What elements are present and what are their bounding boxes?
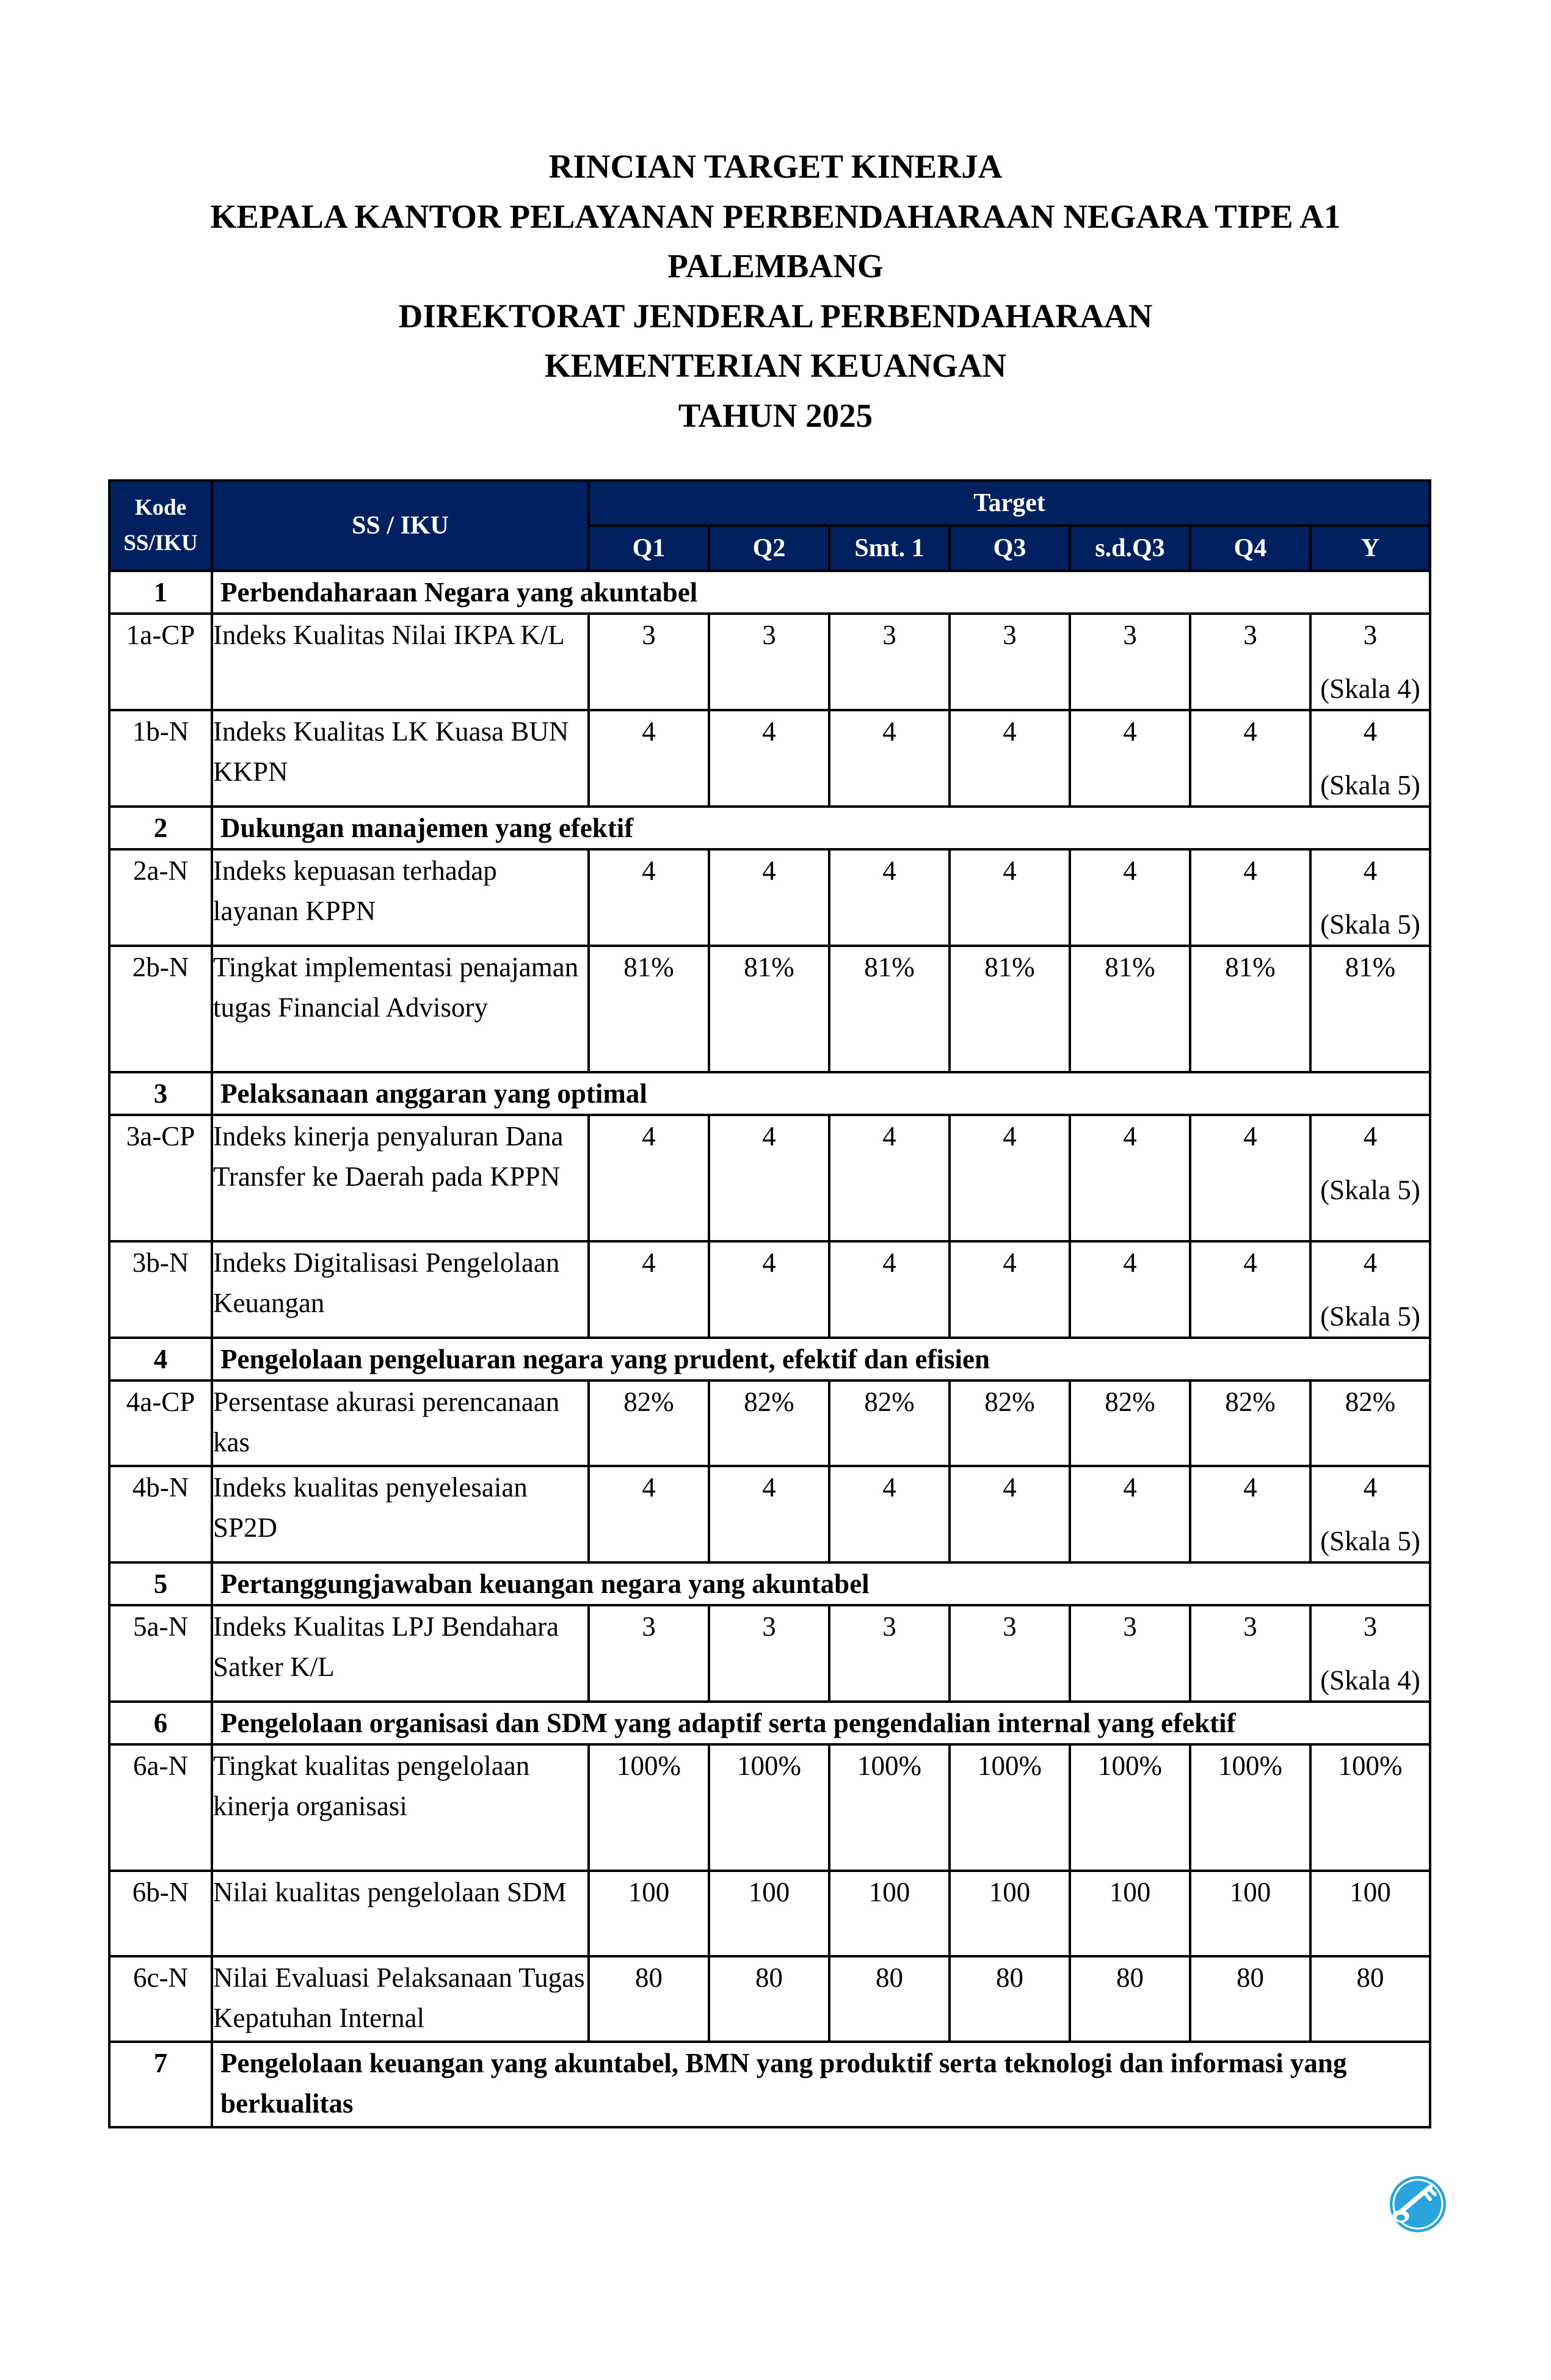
header-period-q2: Q2 [709,526,829,571]
table-row [109,1871,1430,1956]
target-value: 4 [1003,716,1017,747]
target-value: 80 [996,1962,1023,1993]
header-period-q3: Q3 [950,526,1070,571]
target-value: 4 [1123,1472,1137,1503]
iku-name: Indeks Kualitas Nilai IKPA K/L [212,614,589,710]
target-sdq3 [1070,1380,1190,1466]
target-q3 [950,1115,1070,1241]
iku-code: 4a-CP [109,1380,212,1466]
iku-code: 3b-N [109,1241,212,1338]
category-code: 6 [109,1702,212,1744]
target-value: 81% [1105,952,1155,982]
scale-note: (Skala 5) [1320,1175,1420,1205]
target-value: 80 [1237,1962,1264,1993]
target-smt1 [829,614,950,710]
target-q4 [1190,1466,1310,1562]
target-q3 [950,1871,1070,1956]
target-q1 [589,1241,709,1338]
header-period-q1: Q1 [589,526,709,571]
target-q3 [950,1380,1070,1466]
target-q2 [709,1380,829,1466]
target-value: 3 [642,620,656,650]
iku-code: 2a-N [109,849,212,946]
table-row [109,849,1430,946]
target-value: 82% [864,1387,915,1417]
target-value: 3 [1003,1611,1017,1642]
target-y [1310,1380,1430,1466]
target-value: 100 [1349,1877,1391,1907]
iku-name: Indeks kepuasan terhadap layanan KPPN [212,849,589,946]
target-value: 3 [642,1611,656,1642]
target-sdq3 [1070,1605,1190,1702]
header-kode-line2: SS/IKU [123,531,198,556]
target-value: 3 [1363,1611,1378,1642]
title-line-3: PALEMBANG [667,247,884,285]
iku-code: 1a-CP [109,614,212,710]
target-value: 82% [984,1387,1035,1417]
target-value: 81% [1225,952,1276,982]
target-value: 82% [744,1387,794,1417]
target-value: 100% [1338,1751,1403,1781]
category-row [109,2042,1430,2127]
table-row [109,1241,1430,1338]
target-value: 3 [762,620,776,650]
target-value: 80 [1116,1962,1144,1993]
target-sdq3 [1070,1241,1190,1338]
target-value: 4 [1243,1472,1257,1503]
target-value: 3 [1123,1611,1137,1642]
target-value: 100 [868,1877,910,1907]
target-value: 80 [635,1962,663,1993]
title-line-4: DIREKTORAT JENDERAL PERBENDAHARAAN [398,297,1153,335]
target-q1 [589,1380,709,1466]
document-title [0,142,1551,440]
target-q2 [709,1115,829,1241]
target-value: 4 [882,1247,896,1278]
target-q3 [950,1956,1070,2042]
target-sdq3 [1070,1115,1190,1241]
table-row [109,710,1430,807]
target-value: 81% [864,952,915,982]
table-row [109,1956,1430,2042]
target-smt1 [829,946,950,1072]
target-value: 81% [984,952,1035,982]
iku-name: Indeks Digitalisasi Pengelolaan Keuangan [212,1241,589,1338]
table-row [109,1605,1430,1702]
target-value: 82% [1225,1387,1276,1417]
target-q1 [589,1956,709,2042]
target-value: 81% [744,952,794,982]
target-value: 4 [1123,1121,1137,1152]
target-q1 [589,614,709,710]
iku-code: 5a-N [109,1605,212,1702]
title-line-5: KEMENTERIAN KEUANGAN [544,347,1007,384]
target-value: 4 [882,716,896,747]
target-value: 4 [882,1121,896,1152]
target-smt1 [829,849,950,946]
target-value: 4 [1123,1247,1137,1278]
target-y [1310,1744,1430,1871]
target-q2 [709,1956,829,2042]
target-q4 [1190,710,1310,807]
target-value: 4 [762,716,776,747]
target-smt1 [829,1115,950,1241]
iku-name: Nilai Evaluasi Pelaksanaan Tugas Kepatuhan Internal [212,1956,589,2042]
iku-code: 4b-N [109,1466,212,1562]
target-q2 [709,1466,829,1562]
target-smt1 [829,710,950,807]
iku-code: 6c-N [109,1956,212,2042]
category-name: Pengelolaan keuangan yang akuntabel, BMN yang produktif serta teknologi dan informasi yang berkualitas [212,2042,1430,2127]
target-q1 [589,1115,709,1241]
category-code: 3 [109,1072,212,1115]
target-q4 [1190,614,1310,710]
header-kode [109,481,212,571]
target-value: 100 [989,1877,1031,1907]
target-kinerja-table [108,479,1431,2128]
target-q3 [950,946,1070,1072]
category-code: 7 [109,2042,212,2127]
target-value: 4 [642,855,656,886]
target-q2 [709,1241,829,1338]
scale-note: (Skala 5) [1320,1301,1420,1332]
target-y [1310,710,1430,807]
target-smt1 [829,1605,950,1702]
table-body [109,571,1430,2127]
iku-name: Tingkat kualitas pengelolaan kinerja organisasi [212,1744,589,1871]
target-q4 [1190,1605,1310,1702]
table-row [109,1380,1430,1466]
target-value: 4 [1363,855,1378,886]
scale-note: (Skala 5) [1320,909,1420,940]
target-value: 4 [642,1121,656,1152]
target-value: 4 [1123,855,1137,886]
table-row [109,946,1430,1072]
target-q3 [950,1605,1070,1702]
table-row [109,1115,1430,1241]
target-q1 [589,1871,709,1956]
target-value: 3 [1243,1611,1257,1642]
target-value: 82% [1345,1387,1396,1417]
target-value: 100 [1109,1877,1151,1907]
target-sdq3 [1070,1956,1190,2042]
target-y [1310,1241,1430,1338]
target-value: 3 [762,1611,776,1642]
target-q2 [709,1871,829,1956]
target-value: 4 [762,1121,776,1152]
target-value: 4 [1003,1121,1017,1152]
target-y [1310,946,1430,1072]
title-line-1: RINCIAN TARGET KINERJA [548,148,1003,185]
target-q1 [589,946,709,1072]
target-value: 80 [876,1962,903,1993]
target-q2 [709,946,829,1072]
header-period-sdq3: s.d.Q3 [1070,526,1190,571]
target-sdq3 [1070,614,1190,710]
target-y [1310,1871,1430,1956]
target-value: 81% [1345,952,1396,982]
header-target: Target [589,481,1430,526]
target-y [1310,849,1430,946]
target-smt1 [829,1241,950,1338]
target-q4 [1190,946,1310,1072]
target-value: 3 [1363,620,1378,650]
table-row [109,1744,1430,1871]
target-y [1310,1605,1430,1702]
target-value: 4 [1003,855,1017,886]
target-value: 4 [1243,1121,1257,1152]
target-sdq3 [1070,1466,1190,1562]
target-q3 [950,849,1070,946]
target-q1 [589,710,709,807]
header-period-smt1: Smt. 1 [829,526,950,571]
category-row [109,807,1430,849]
target-value: 100% [617,1751,681,1781]
target-sdq3 [1070,946,1190,1072]
target-value: 100% [737,1751,801,1781]
target-q4 [1190,849,1310,946]
table-row [109,614,1430,710]
target-y [1310,1466,1430,1562]
target-q2 [709,1605,829,1702]
iku-name: Indeks kinerja penyaluran Dana Transfer ke Daerah pada KPPN [212,1115,589,1241]
target-q3 [950,1241,1070,1338]
target-q1 [589,1744,709,1871]
iku-code: 2b-N [109,946,212,1072]
target-q2 [709,614,829,710]
target-value: 80 [1356,1962,1384,1993]
target-value: 4 [1363,1247,1378,1278]
iku-name: Indeks Kualitas LK Kuasa BUN KKPN [212,710,589,807]
header-ss-iku: SS / IKU [212,481,589,571]
target-value: 4 [762,855,776,886]
iku-code: 1b-N [109,710,212,807]
target-smt1 [829,1744,950,1871]
target-value: 4 [882,855,896,886]
target-value: 3 [882,620,896,650]
target-value: 4 [1243,1247,1257,1278]
target-value: 100% [1098,1751,1162,1781]
category-code: 5 [109,1562,212,1605]
target-smt1 [829,1466,950,1562]
target-value: 4 [1363,1472,1378,1503]
target-y [1310,1115,1430,1241]
category-code: 4 [109,1338,212,1380]
category-code: 1 [109,571,212,614]
target-value: 4 [1243,855,1257,886]
table-header [109,481,1430,571]
target-q1 [589,1605,709,1702]
title-line-2: KEPALA KANTOR PELAYANAN PERBENDAHARAAN NEGARA TIPE A1 [210,197,1341,235]
target-smt1 [829,1871,950,1956]
target-q3 [950,1466,1070,1562]
category-name: Pengelolaan organisasi dan SDM yang adaptif serta pengendalian internal yang efektif [212,1702,1430,1744]
title-line-6: TAHUN 2025 [678,396,873,434]
target-y [1310,1956,1430,2042]
category-row [109,571,1430,614]
target-value: 100 [748,1877,790,1907]
target-value: 100% [1218,1751,1282,1781]
target-q4 [1190,1744,1310,1871]
target-value: 3 [1003,620,1017,650]
target-value: 100 [1229,1877,1271,1907]
target-value: 4 [882,1472,896,1503]
category-name: Pertanggungjawaban keuangan negara yang akuntabel [212,1562,1430,1605]
target-value: 100% [978,1751,1042,1781]
target-value: 4 [1003,1472,1017,1503]
target-q4 [1190,1871,1310,1956]
target-q2 [709,849,829,946]
target-y [1310,614,1430,710]
category-row [109,1562,1430,1605]
target-q1 [589,849,709,946]
target-value: 80 [755,1962,783,1993]
target-value: 4 [642,716,656,747]
header-kode-line1: Kode [134,495,187,520]
category-name: Dukungan manajemen yang efektif [212,807,1430,849]
target-value: 3 [1243,620,1257,650]
target-value: 4 [1363,716,1378,747]
target-q3 [950,710,1070,807]
target-smt1 [829,1380,950,1466]
target-sdq3 [1070,710,1190,807]
header-period-y: Y [1310,526,1430,571]
iku-code: 6a-N [109,1744,212,1871]
target-value: 4 [642,1247,656,1278]
target-smt1 [829,1956,950,2042]
target-value: 4 [642,1472,656,1503]
iku-code: 6b-N [109,1871,212,1956]
target-sdq3 [1070,1744,1190,1871]
category-row [109,1072,1430,1115]
target-value: 81% [623,952,674,982]
category-code: 2 [109,807,212,849]
target-value: 4 [1243,716,1257,747]
target-sdq3 [1070,849,1190,946]
iku-code: 3a-CP [109,1115,212,1241]
category-name: Pengelolaan pengeluaran negara yang prudent, efektif dan efisien [212,1338,1430,1380]
scale-note: (Skala 5) [1320,1526,1420,1556]
target-q2 [709,710,829,807]
target-q4 [1190,1241,1310,1338]
target-q3 [950,1744,1070,1871]
target-value: 3 [1123,620,1137,650]
target-value: 4 [1003,1247,1017,1278]
key-circle-icon [1387,2174,1448,2235]
target-q4 [1190,1115,1310,1241]
target-value: 4 [762,1247,776,1278]
target-q1 [589,1466,709,1562]
scale-note: (Skala 4) [1320,1665,1420,1696]
target-q3 [950,614,1070,710]
target-value: 4 [1123,716,1137,747]
iku-name: Indeks kualitas penyelesaian SP2D [212,1466,589,1562]
target-value: 100% [857,1751,921,1781]
target-q4 [1190,1380,1310,1466]
iku-name: Indeks Kualitas LPJ Bendahara Satker K/L [212,1605,589,1702]
category-name: Perbendaharaan Negara yang akuntabel [212,571,1430,614]
scale-note: (Skala 5) [1320,770,1420,800]
target-q2 [709,1744,829,1871]
category-row [109,1338,1430,1380]
iku-name: Persentase akurasi perencanaan kas [212,1380,589,1466]
target-value: 82% [623,1387,674,1417]
target-value: 100 [628,1877,670,1907]
category-name: Pelaksanaan anggaran yang optimal [212,1072,1430,1115]
header-period-q4: Q4 [1190,526,1310,571]
iku-name: Tingkat implementasi penajaman tugas Financial Advisory [212,946,589,1072]
table-row [109,1466,1430,1562]
target-value: 4 [1363,1121,1378,1152]
target-value: 82% [1105,1387,1155,1417]
target-value: 4 [762,1472,776,1503]
target-value: 3 [882,1611,896,1642]
iku-name: Nilai kualitas pengelolaan SDM [212,1871,589,1956]
category-row [109,1702,1430,1744]
scale-note: (Skala 4) [1320,673,1420,704]
target-sdq3 [1070,1871,1190,1956]
target-q4 [1190,1956,1310,2042]
